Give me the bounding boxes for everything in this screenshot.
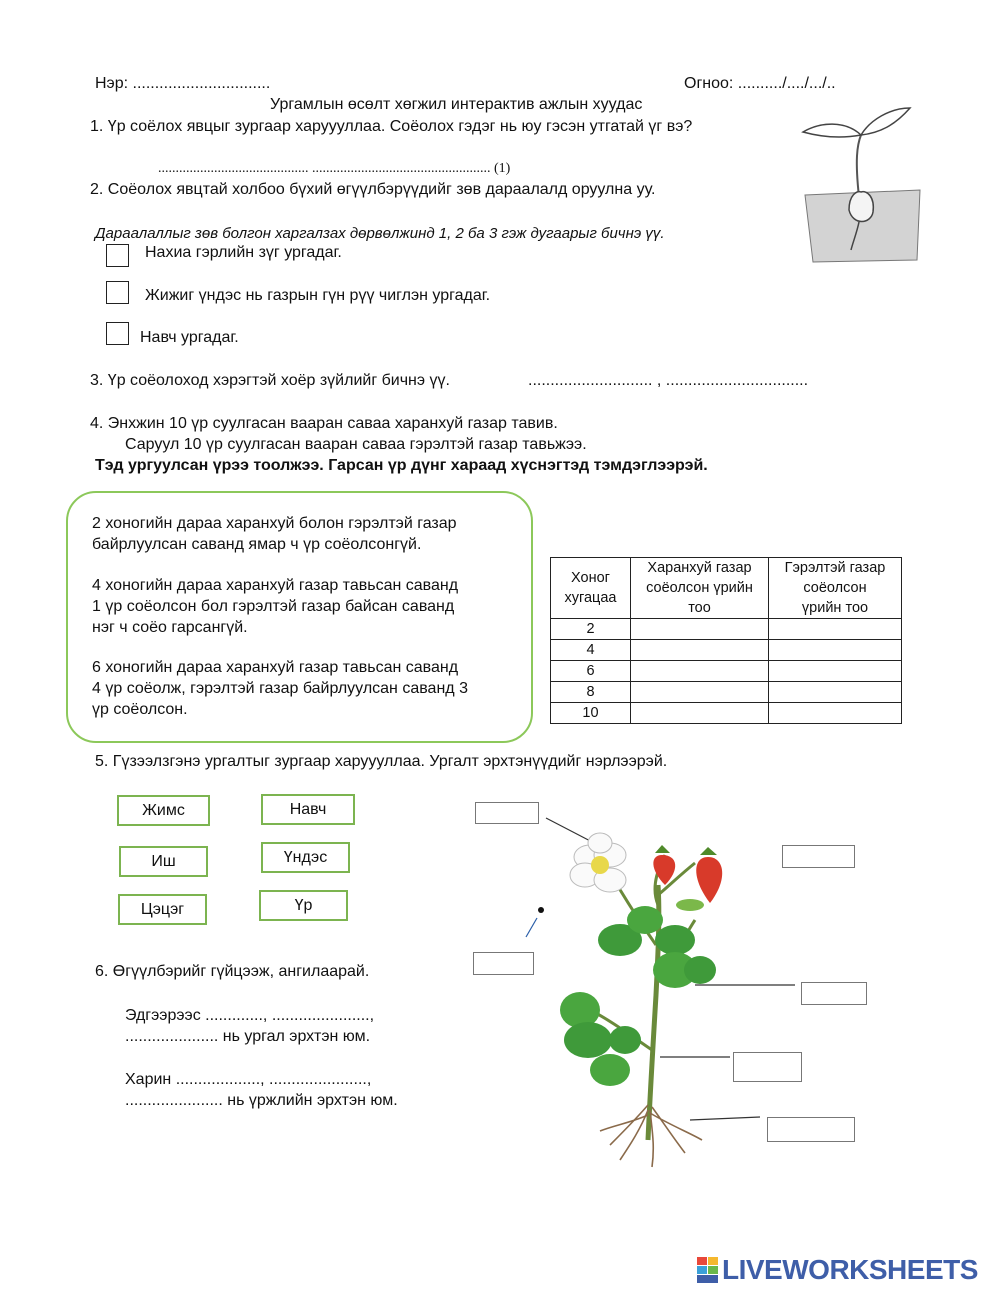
- label-box-root[interactable]: [767, 1117, 855, 1142]
- name-field-label: Нэр: ...............................: [95, 75, 271, 92]
- liveworksheets-logo-icon: [697, 1257, 719, 1283]
- header-text: соёолсон: [803, 580, 867, 596]
- word-seed[interactable]: Үр: [259, 890, 348, 921]
- question-3-answer-blanks[interactable]: ............................ , ................................: [528, 372, 809, 389]
- table-row: [551, 640, 902, 661]
- table-cell-input-dark[interactable]: [631, 703, 769, 724]
- header-text: Хоног: [571, 570, 610, 586]
- table-row: [551, 703, 902, 724]
- question-1-text: 1. Үр соёлох явцыг зургаар харуууллаа. Соёолох гэдэг нь юу гэсэн утгатай үг вэ?: [90, 118, 693, 135]
- table-cell-input-dark[interactable]: [631, 619, 769, 640]
- callout-line: 1 үр соёолсон бол гэрэлтэй газар байсан саванд: [92, 598, 455, 615]
- seedling-illustration: [795, 100, 930, 265]
- header-text: Гэрэлтэй газар: [784, 560, 886, 576]
- callout-line: 4 хоногийн дараа харанхуй газар тавьсан саванд: [92, 577, 459, 594]
- question-1-answer-blanks[interactable]: ........................................... ................................................... (1): [158, 161, 511, 176]
- table-cell-day: 2: [551, 619, 631, 640]
- header-text: хугацаа: [564, 590, 617, 606]
- callout-line: байрлуулсан савaнд ямар ч үр соёолсонгүй.: [92, 536, 422, 553]
- question-6-text: 6. Өгүүлбэрийг гүйцээж, ангилаарай.: [95, 963, 370, 980]
- table-cell-input-dark[interactable]: [631, 640, 769, 661]
- label-box-seed[interactable]: [473, 952, 534, 975]
- table-cell-input-dark[interactable]: [631, 661, 769, 682]
- callout-line: 4 үр соёолж, гэрэлтэй газар байрлуулсан саванд 3: [92, 680, 468, 697]
- question-4-line-1: 4. Энхжин 10 үр суулгасан ваарaн саваа харанхуй газар тавив.: [90, 415, 558, 432]
- table-header-light: [769, 558, 902, 619]
- question-5-text: 5. Гүзээлзгэнэ ургалтыг зургаар харуууллаа. Ургалт эрхтэнүүдийг нэрлээрэй.: [95, 753, 668, 770]
- question-2-text: 2. Соёолох явцтай холбоо бүхий өгүүлбэрүүдийг зөв дараалалд оруулна уу.: [90, 181, 656, 198]
- label-box-leaf[interactable]: [801, 982, 867, 1005]
- word-leaf[interactable]: Навч: [261, 794, 355, 825]
- table-cell-day: 6: [551, 661, 631, 682]
- question-6-line-1[interactable]: Эдгээрээс ............., ......................,: [125, 1007, 375, 1024]
- word-stem[interactable]: Иш: [119, 846, 208, 877]
- header-text: үрийн тоо: [801, 600, 869, 616]
- label-box-stem[interactable]: [733, 1052, 802, 1082]
- callout-line: 2 хоногийн дараа харанхуй болон гэрэлтэй газар: [92, 515, 457, 532]
- word-root[interactable]: Үндэс: [261, 842, 350, 873]
- date-field-label: Огноо: ........../..../.../..: [684, 75, 836, 92]
- results-table: [550, 557, 902, 724]
- callout-line: үр соёолсон.: [92, 701, 188, 718]
- table-cell-day: 10: [551, 703, 631, 724]
- question-2-item-2: Жижиг үндэс нь газрын гүн рүү чиглэн ургадаг.: [145, 287, 491, 304]
- label-box-fruit[interactable]: [782, 845, 855, 868]
- order-box-1[interactable]: [106, 244, 129, 267]
- header-text: Харанхуй газар: [647, 560, 752, 576]
- word-fruit[interactable]: Жимс: [117, 795, 210, 826]
- table-cell-input-light[interactable]: [769, 661, 902, 682]
- question-3-text: 3. Үр соёолоход хэрэгтэй хоёр зүйлийг бичнэ үү.: [90, 372, 450, 389]
- page-title: Ургамлын өсөлт хөгжил интерактив ажлын хуудас: [270, 96, 643, 113]
- table-cell-input-light[interactable]: [769, 703, 902, 724]
- table-cell-day: 8: [551, 682, 631, 703]
- table-header-dark: [631, 558, 769, 619]
- table-cell-input-light[interactable]: [769, 640, 902, 661]
- table-cell-input-light[interactable]: [769, 619, 902, 640]
- table-row: [551, 682, 902, 703]
- label-box-flower[interactable]: [475, 802, 539, 824]
- table-cell-input-light[interactable]: [769, 682, 902, 703]
- word-flower[interactable]: Цэцэг: [118, 894, 207, 925]
- callout-line: нэг ч соёо гарсангүй.: [92, 619, 248, 636]
- liveworksheets-brand: LIVEWORKSHEETS: [722, 1254, 978, 1285]
- callout-line: 6 хоногийн дараа харанхуй газар тавьсан саванд: [92, 659, 459, 676]
- question-6-line-2[interactable]: ..................... нь ургал эрхтэн юм.: [125, 1028, 371, 1045]
- order-box-2[interactable]: [106, 281, 129, 304]
- table-row: [551, 619, 902, 640]
- observation-callout: [66, 491, 533, 743]
- order-box-3[interactable]: [106, 322, 129, 345]
- question-4-instruction: Тэд ургуулсан үрээ тоолжээ. Гарсан үр дүнг хараад хүснэгтэд тэмдэглээрэй.: [95, 457, 708, 474]
- question-6-line-4[interactable]: ...................... нь үржлийн эрхтэн юм.: [125, 1092, 398, 1109]
- table-cell-day: 4: [551, 640, 631, 661]
- question-2-item-1: Нахиа гэрлийн зүг ургадаг.: [145, 244, 342, 261]
- question-2-item-3: Навч ургадаг.: [140, 329, 239, 346]
- table-header-days: [551, 558, 631, 619]
- question-4-line-2: Саруул 10 үр суулгасан ваарaн саваа гэрэлтэй газар тавьжээ.: [125, 436, 587, 453]
- header-text: соёолсон үрийн: [646, 580, 753, 596]
- question-6-line-3[interactable]: Харин ..................., ......................,: [125, 1071, 372, 1088]
- header-text: тоо: [688, 600, 711, 616]
- table-cell-input-dark[interactable]: [631, 682, 769, 703]
- question-2-instruction: Дараалаллыг зөв болгон харгалзах дөрвөлжинд 1, 2 ба 3 гэж дугаарыг бичнэ үү.: [95, 225, 665, 242]
- table-row: [551, 661, 902, 682]
